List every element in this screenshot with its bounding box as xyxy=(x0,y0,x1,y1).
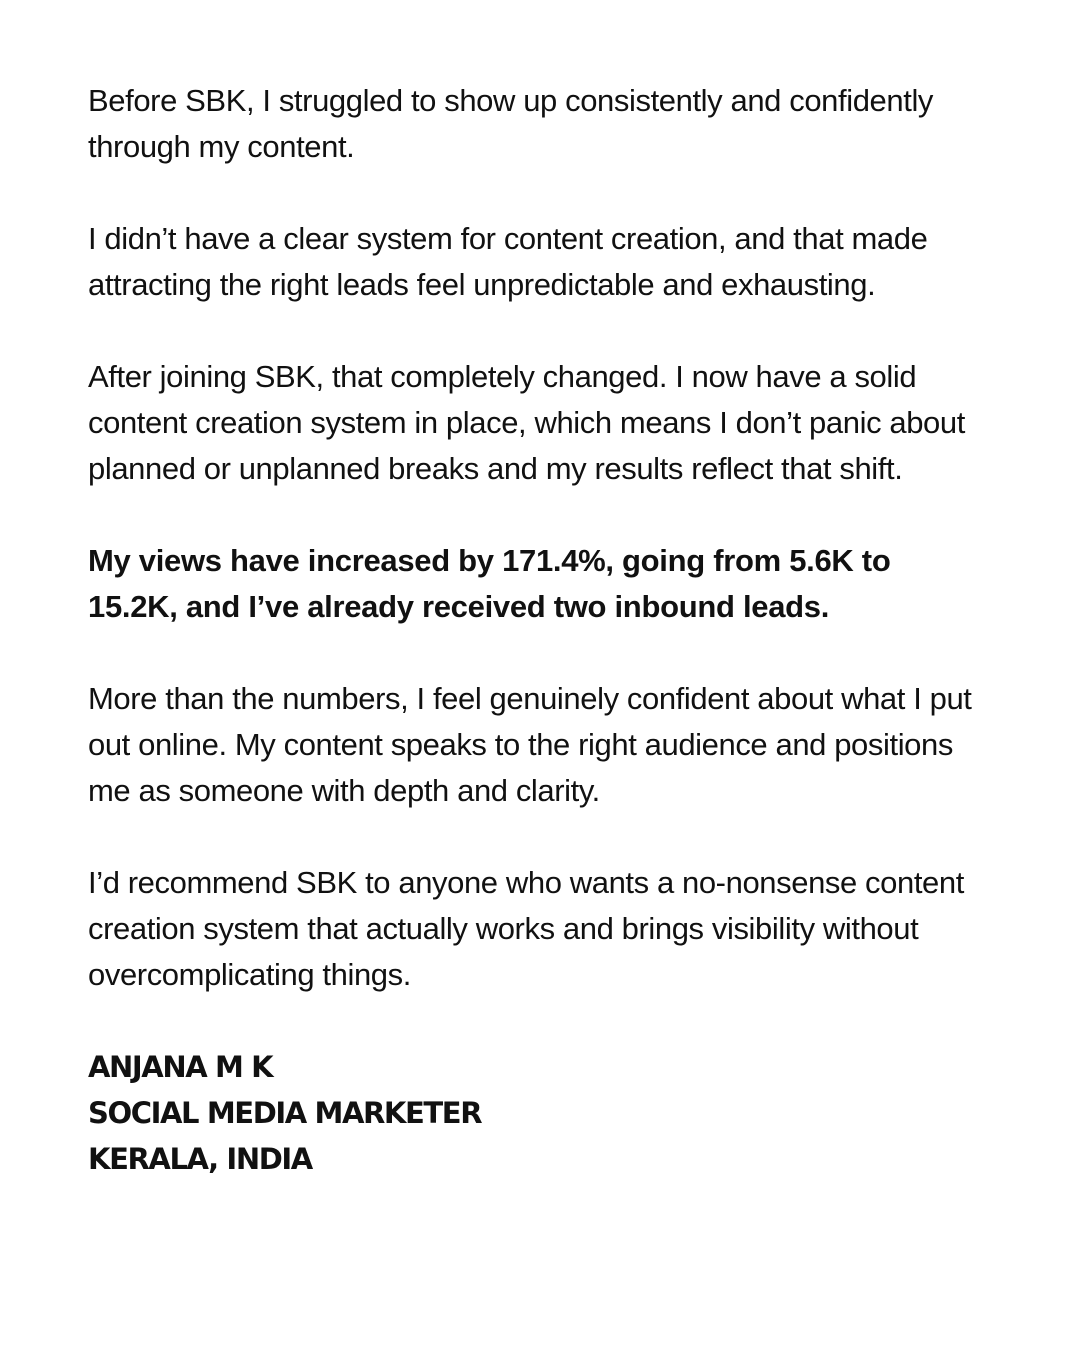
testimonial-paragraph-recommendation: I’d recommend SBK to anyone who wants a no-nonsense content creation system that actually works and brings visibility without overcomplicating things. xyxy=(88,865,964,992)
author-role: SOCIAL MEDIA MARKETER xyxy=(88,1096,482,1130)
testimonial-card xyxy=(88,78,988,1182)
author-signature xyxy=(88,1044,988,1182)
testimonial-paragraph-struggle: Before SBK, I struggled to show up consistently and confidently through my content. xyxy=(88,83,934,164)
testimonial-paragraph-results: My views have increased by 171.4%, going from 5.6K to 15.2K, and I’ve already received two inbound leads. xyxy=(88,543,891,624)
author-name: ANJANA M K xyxy=(88,1050,273,1084)
testimonial-paragraph-change: After joining SBK, that completely changed. I now have a solid content creation system in place, which means I don’t panic about planned or unplanned breaks and my results reflect that shift. xyxy=(88,359,965,486)
testimonial-paragraph-confidence: More than the numbers, I feel genuinely confident about what I put out online. My content speaks to the right audience and positions me as someone with depth and clarity. xyxy=(88,681,972,808)
author-location: KERALA, INDIA xyxy=(88,1142,312,1176)
testimonial-paragraph-problem: I didn’t have a clear system for content creation, and that made attracting the right leads feel unpredictable and exhausting. xyxy=(88,221,928,302)
